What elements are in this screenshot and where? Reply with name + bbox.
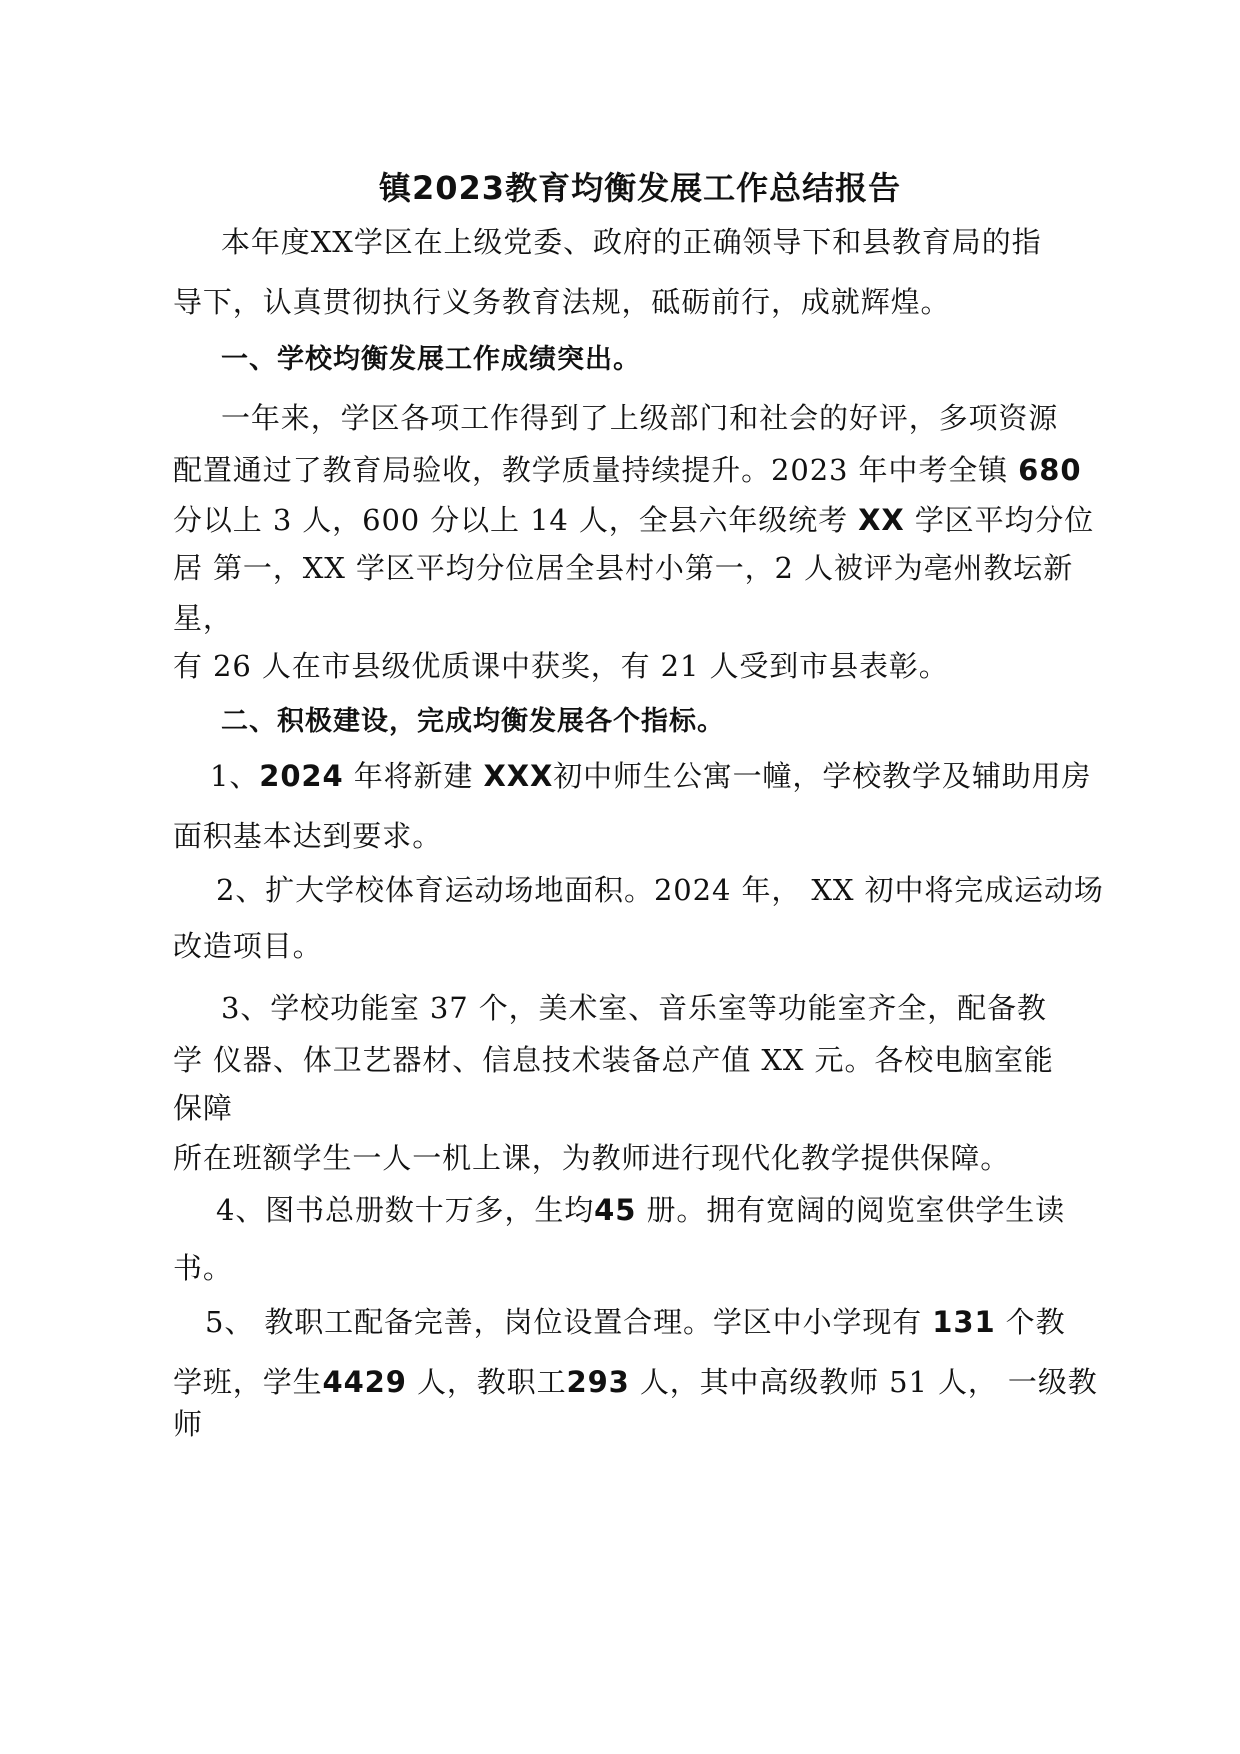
section-1-line-6: 有 26 人在市县级优质课中获奖，有 21 人受到市县表彰。 bbox=[173, 649, 949, 683]
item-1-school: XXX bbox=[483, 759, 554, 793]
item-4-line-1 bbox=[216, 1190, 1065, 1230]
item-5-line-3: 师 bbox=[173, 1407, 203, 1441]
section-1-text: 配置通过了教育局验收，教学质量持续提升。2023 年中考全镇 bbox=[173, 453, 1009, 487]
item-3-line-2: 学 仪器、体卫艺器材、信息技术装备总产值 XX 元。各校电脑室能 bbox=[173, 1043, 1054, 1077]
item-1-prefix: 1、 bbox=[210, 759, 260, 793]
item-3-line-3: 保障 bbox=[173, 1091, 233, 1125]
item-2-line-2: 改造项目。 bbox=[173, 929, 323, 963]
section-1-heading: 一、学校均衡发展工作成绩突出。 bbox=[221, 344, 641, 375]
staff-count: 293 bbox=[566, 1365, 630, 1399]
item-1-line-2: 面积基本达到要求。 bbox=[173, 819, 443, 853]
item-5-text: 5、 教职工配备完善，岗位设置合理。学区中小学现有 bbox=[205, 1305, 923, 1339]
item-4-text: 4、图书总册数十万多，生均 bbox=[216, 1193, 595, 1227]
item-5-text: 人，教职工 bbox=[416, 1365, 567, 1399]
item-5-text: 学班，学生 bbox=[173, 1365, 323, 1399]
section-1-line-5: 星， bbox=[173, 601, 233, 635]
intro-line-2: 导下，认真贯彻执行义务教育法规，砥砺前行，成就辉煌。 bbox=[173, 285, 951, 319]
intro-line-1: 本年度XX学区在上级党委、政府的正确领导下和县教育局的指 bbox=[221, 225, 1042, 259]
section-2-heading: 二、积极建设，完成均衡发展各个指标。 bbox=[221, 706, 725, 737]
item-2-line-1: 2、扩大学校体育运动场地面积。2024 年， XX 初中将完成运动场 bbox=[216, 873, 1104, 907]
document-title: 镇2023教育均衡发展工作总结报告 bbox=[379, 169, 902, 207]
item-4-text: 册。拥有宽阔的阅览室供学生读 bbox=[646, 1193, 1066, 1227]
section-1-text: 学区平均分位 bbox=[914, 503, 1095, 537]
district-name: XX bbox=[858, 503, 905, 537]
books-per-student: 45 bbox=[594, 1193, 637, 1227]
section-1-line-3 bbox=[173, 500, 1094, 540]
item-5-line-1 bbox=[205, 1302, 1065, 1342]
section-1-text: 分以上 3 人，600 分以上 14 人，全县六年级统考 bbox=[173, 503, 848, 537]
item-5-text: 个教 bbox=[1005, 1305, 1066, 1339]
item-1-line-1 bbox=[210, 756, 1091, 796]
class-count: 131 bbox=[932, 1305, 996, 1339]
item-5-text: 人，其中高级教师 51 人， 一级教 bbox=[639, 1365, 1098, 1399]
item-1-text: 年将新建 bbox=[353, 759, 474, 793]
section-1-line-2 bbox=[173, 450, 1081, 490]
item-1-year: 2024 bbox=[259, 759, 344, 793]
section-1-line-1: 一年来，学区各项工作得到了上级部门和社会的好评，多项资源 bbox=[221, 401, 1059, 435]
item-3-line-1: 3、学校功能室 37 个，美术室、音乐室等功能室齐全，配备教 bbox=[221, 991, 1047, 1025]
item-5-line-2 bbox=[173, 1362, 1098, 1402]
section-1-line-4: 居 第一，XX 学区平均分位居全县村小第一，2 人被评为亳州教坛新 bbox=[173, 551, 1074, 585]
item-3-line-4: 所在班额学生一人一机上课，为教师进行现代化教学提供保障。 bbox=[173, 1141, 1011, 1175]
student-count: 4429 bbox=[322, 1365, 407, 1399]
score-680: 680 bbox=[1018, 453, 1082, 487]
item-1-text: 初中师生公寓一幢，学校教学及辅助用房 bbox=[553, 759, 1092, 793]
item-4-line-2: 书。 bbox=[173, 1251, 233, 1285]
